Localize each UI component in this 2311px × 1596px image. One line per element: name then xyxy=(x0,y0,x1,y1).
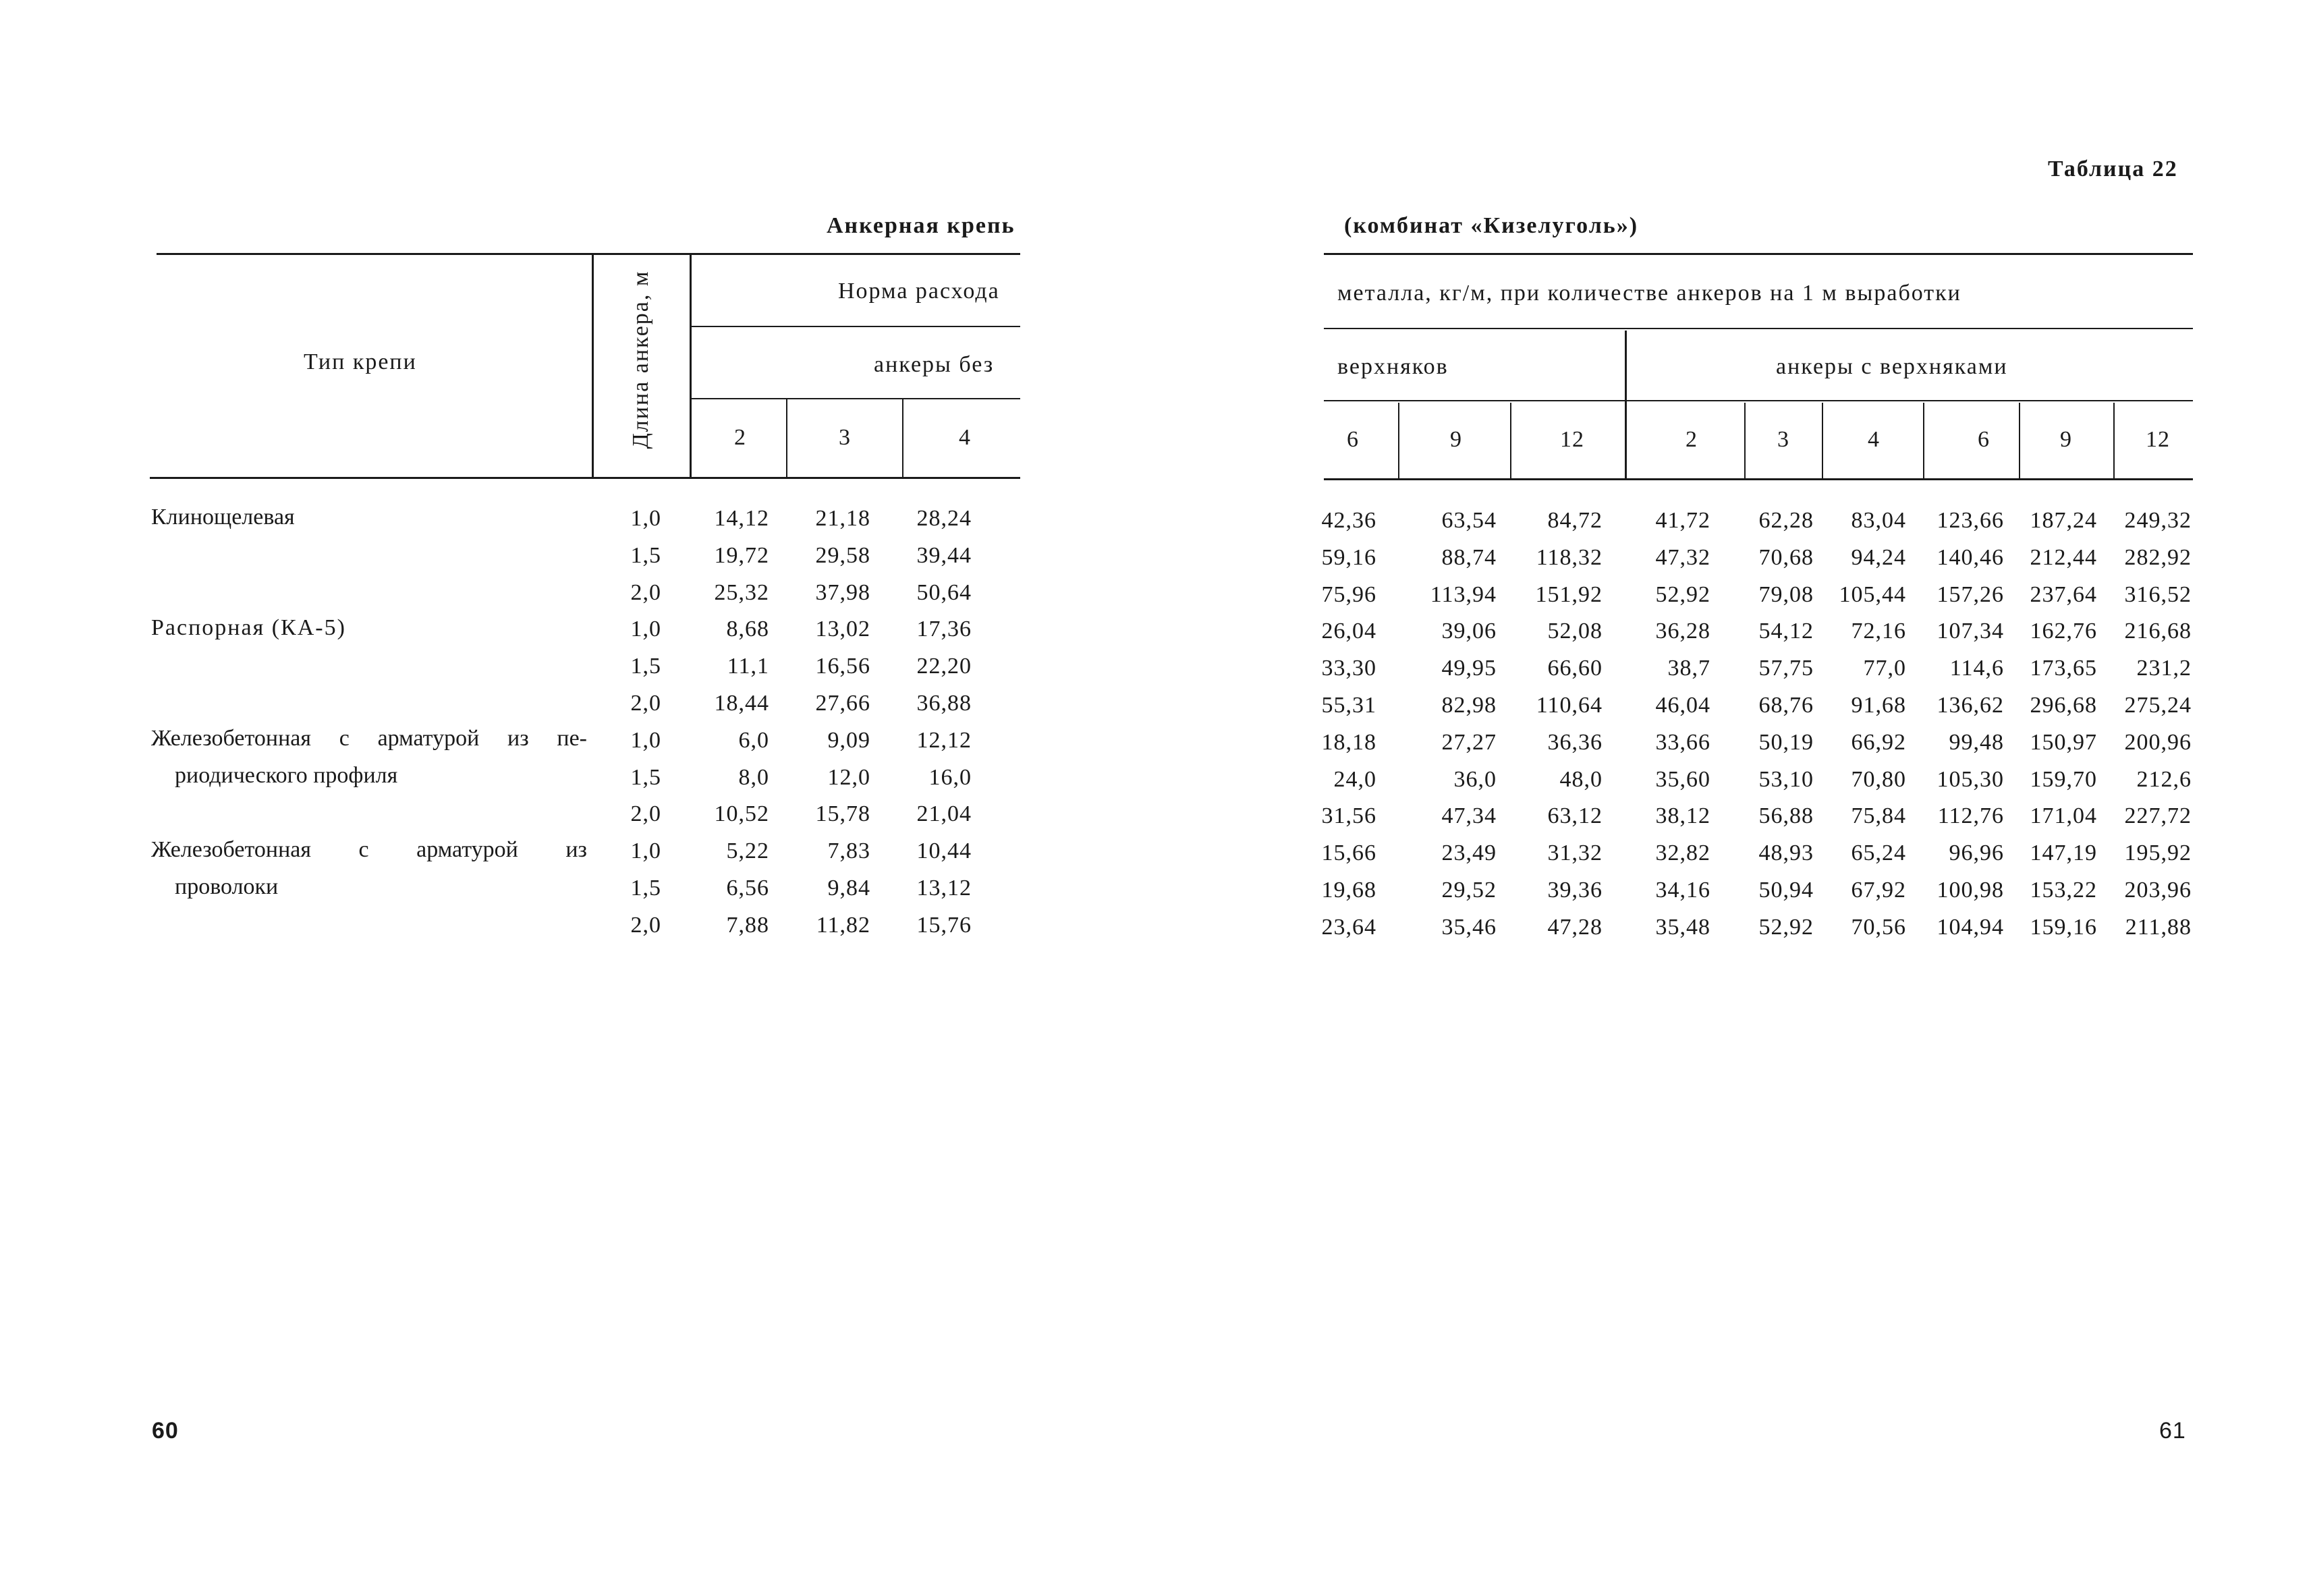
cell-without-3: 13,02 xyxy=(815,617,870,642)
cell-without-12: 47,28 xyxy=(1547,914,1603,940)
cell-with-2: 46,04 xyxy=(1655,693,1710,718)
cell-without-6: 33,30 xyxy=(1321,656,1376,681)
cell-with-9: 212,44 xyxy=(2030,544,2097,570)
type-label-klinoshchelevaya: Клинощелевая xyxy=(151,505,295,530)
cell-without-4: 28,24 xyxy=(916,506,972,531)
cell-without-9: 23,49 xyxy=(1441,840,1497,866)
cell-with-6: 107,34 xyxy=(1937,619,2004,644)
cell-without-3: 9,09 xyxy=(827,727,870,753)
left-vline-c1 xyxy=(786,399,787,477)
cell-with-2: 38,7 xyxy=(1667,656,1710,681)
cell-with-3: 56,88 xyxy=(1758,803,1814,829)
cell-with-4: 75,84 xyxy=(1851,803,1906,829)
cell-with-2: 34,16 xyxy=(1655,878,1710,903)
cell-without-6: 23,64 xyxy=(1321,914,1376,940)
page-number-left: 60 xyxy=(152,1418,179,1444)
cell-with-4: 70,56 xyxy=(1851,914,1906,940)
cell-without-9: 113,94 xyxy=(1430,581,1497,607)
cell-with-4: 91,68 xyxy=(1851,693,1906,718)
left-header-bottom-rule xyxy=(150,477,1020,479)
cell-with-9: 147,19 xyxy=(2030,840,2097,866)
cell-with-4: 66,92 xyxy=(1851,729,1906,755)
cell-without-3: 21,18 xyxy=(815,506,870,531)
header-count-with-4: 4 xyxy=(1868,427,1880,452)
cell-without-3: 15,78 xyxy=(815,801,870,827)
cell-with-12: 316,52 xyxy=(2124,581,2192,607)
cell-without-6: 24,0 xyxy=(1333,766,1376,792)
cell-without-3: 9,84 xyxy=(827,876,870,901)
cell-with-12: 212,6 xyxy=(2136,766,2192,792)
cell-without-6: 19,68 xyxy=(1321,878,1376,903)
type-label-zhb-profile-line1: Железобетонная с арматурой из пе- xyxy=(151,726,587,751)
cell-without-4: 16,0 xyxy=(928,764,972,790)
type-label-zhb-profile-line2: риодического профиля xyxy=(175,763,398,788)
cell-without-4: 15,76 xyxy=(916,912,972,938)
cell-with-6: 105,30 xyxy=(1937,766,2004,792)
right-vline-c6 xyxy=(1398,403,1399,478)
cell-without-12: 52,08 xyxy=(1547,619,1603,644)
cell-length: 2,0 xyxy=(630,801,661,827)
cell-with-6: 140,46 xyxy=(1937,544,2004,570)
cell-without-12: 110,64 xyxy=(1536,693,1603,718)
left-norm-rule xyxy=(692,326,1020,327)
right-top-rule xyxy=(1324,253,2193,255)
cell-without-6: 31,56 xyxy=(1321,803,1376,829)
cell-without-4: 36,88 xyxy=(916,691,972,716)
cell-with-2: 38,12 xyxy=(1655,803,1710,829)
cell-without-4: 21,04 xyxy=(916,801,972,827)
right-vline-c9 xyxy=(1510,403,1511,478)
cell-length: 2,0 xyxy=(630,912,661,938)
cell-without-2: 5,22 xyxy=(726,838,769,864)
cell-without-4: 50,64 xyxy=(916,579,972,605)
cell-with-3: 68,76 xyxy=(1758,693,1814,718)
cell-without-9: 63,54 xyxy=(1441,508,1497,533)
header-count-with-6: 6 xyxy=(1978,427,1990,452)
cell-with-12: 195,92 xyxy=(2124,840,2192,866)
cell-with-6: 114,6 xyxy=(1949,656,2004,681)
header-count-with-3: 3 xyxy=(1777,427,1789,452)
cell-with-9: 237,64 xyxy=(2030,581,2097,607)
header-count-without-6: 6 xyxy=(1347,427,1359,452)
cell-with-6: 112,76 xyxy=(1937,803,2004,829)
cell-with-2: 36,28 xyxy=(1655,619,1710,644)
cell-with-2: 32,82 xyxy=(1655,840,1710,866)
cell-length: 1,5 xyxy=(630,542,661,568)
cell-length: 1,5 xyxy=(630,654,661,679)
cell-without-3: 29,58 xyxy=(815,542,870,568)
cell-with-4: 65,24 xyxy=(1851,840,1906,866)
cell-without-6: 26,04 xyxy=(1321,619,1376,644)
header-norm-left: Норма расхода xyxy=(838,279,1000,304)
cell-without-9: 27,27 xyxy=(1441,729,1497,755)
cell-length: 1,0 xyxy=(630,506,661,531)
cell-with-12: 249,32 xyxy=(2124,508,2192,533)
right-norm-rule xyxy=(1324,328,2193,329)
cell-without-6: 15,66 xyxy=(1321,840,1376,866)
table-label: Таблица 22 xyxy=(2048,156,2178,181)
cell-with-12: 282,92 xyxy=(2124,544,2192,570)
type-label-zhb-wire-line1: Железобетонная с арматурой из xyxy=(151,837,587,862)
cell-without-6: 75,96 xyxy=(1321,581,1376,607)
right-vline-w12 xyxy=(2113,403,2115,478)
cell-with-4: 94,24 xyxy=(1851,544,1906,570)
cell-without-9: 39,06 xyxy=(1441,619,1497,644)
cell-with-9: 173,65 xyxy=(2030,656,2097,681)
right-vline-w3 xyxy=(1744,403,1746,478)
cell-without-6: 42,36 xyxy=(1321,508,1376,533)
cell-with-12: 231,2 xyxy=(2136,656,2192,681)
cell-without-3: 12,0 xyxy=(827,764,870,790)
cell-without-4: 22,20 xyxy=(916,654,972,679)
left-top-rule xyxy=(157,253,1020,255)
table-title-left: Анкерная крепь xyxy=(827,213,1015,238)
cell-without-4: 12,12 xyxy=(916,727,972,753)
cell-with-9: 159,70 xyxy=(2030,766,2097,792)
cell-without-3: 16,56 xyxy=(815,654,870,679)
cell-length: 1,0 xyxy=(630,617,661,642)
cell-without-4: 10,44 xyxy=(916,838,972,864)
cell-with-2: 41,72 xyxy=(1655,508,1710,533)
cell-with-2: 52,92 xyxy=(1655,581,1710,607)
right-group-rule xyxy=(1324,400,2193,401)
cell-with-3: 50,19 xyxy=(1758,729,1814,755)
right-vline-w4 xyxy=(1822,403,1823,478)
cell-without-4: 17,36 xyxy=(916,617,972,642)
cell-with-3: 53,10 xyxy=(1758,766,1814,792)
cell-with-4: 70,80 xyxy=(1851,766,1906,792)
cell-length: 2,0 xyxy=(630,579,661,605)
left-group-rule xyxy=(692,398,1020,399)
cell-without-6: 18,18 xyxy=(1321,729,1376,755)
cell-length: 2,0 xyxy=(630,691,661,716)
cell-without-9: 47,34 xyxy=(1441,803,1497,829)
cell-without-4: 13,12 xyxy=(916,876,972,901)
header-length-col: Длина анкера, м xyxy=(628,270,653,449)
cell-without-9: 82,98 xyxy=(1441,693,1497,718)
cell-length: 1,5 xyxy=(630,876,661,901)
left-vline-length xyxy=(690,255,692,478)
cell-without-9: 36,0 xyxy=(1453,766,1497,792)
cell-without-4: 39,44 xyxy=(916,542,972,568)
cell-without-2: 7,88 xyxy=(726,912,769,938)
cell-with-12: 275,24 xyxy=(2124,693,2192,718)
right-vline-w6 xyxy=(1923,403,1924,478)
header-count-with-2: 2 xyxy=(1686,427,1698,452)
cell-length: 1,0 xyxy=(630,727,661,753)
header-type-col: Тип крепи xyxy=(304,349,417,374)
left-vline-c2 xyxy=(902,399,903,477)
cell-without-2: 8,0 xyxy=(738,764,769,790)
cell-without-12: 151,92 xyxy=(1535,581,1603,607)
cell-with-4: 77,0 xyxy=(1863,656,1906,681)
cell-without-2: 6,56 xyxy=(726,876,769,901)
cell-with-3: 50,94 xyxy=(1758,878,1814,903)
type-label-zhb-wire-line2: проволоки xyxy=(175,874,279,899)
header-count-with-12: 12 xyxy=(2146,427,2170,452)
cell-with-9: 150,97 xyxy=(2030,729,2097,755)
cell-with-2: 35,60 xyxy=(1655,766,1710,792)
cell-without-2: 25,32 xyxy=(714,579,769,605)
cell-without-12: 36,36 xyxy=(1547,729,1603,755)
header-norm-right: металла, кг/м, при количестве анкеров на 1 м выработки xyxy=(1337,281,1961,306)
cell-without-2: 11,1 xyxy=(727,654,769,679)
right-vline-group xyxy=(1625,331,1627,479)
header-count-without-9: 9 xyxy=(1450,427,1462,452)
cell-with-6: 157,26 xyxy=(1937,581,2004,607)
cell-with-9: 159,16 xyxy=(2030,914,2097,940)
cell-without-12: 31,32 xyxy=(1547,840,1603,866)
cell-without-9: 35,46 xyxy=(1441,914,1497,940)
cell-with-4: 83,04 xyxy=(1851,508,1906,533)
cell-with-2: 33,66 xyxy=(1655,729,1710,755)
header-group-with: анкеры с верхняками xyxy=(1776,354,2008,379)
cell-without-12: 63,12 xyxy=(1547,803,1603,829)
cell-with-12: 227,72 xyxy=(2124,803,2192,829)
cell-with-12: 200,96 xyxy=(2124,729,2192,755)
header-count-without-2: 2 xyxy=(734,425,746,450)
cell-without-12: 118,32 xyxy=(1536,544,1603,570)
cell-without-2: 14,12 xyxy=(714,506,769,531)
header-count-without-3: 3 xyxy=(839,425,851,450)
cell-with-3: 70,68 xyxy=(1758,544,1814,570)
cell-with-3: 54,12 xyxy=(1758,619,1814,644)
type-label-raspornaya: Распорная (КА-5) xyxy=(151,615,346,640)
cell-without-3: 27,66 xyxy=(815,691,870,716)
cell-with-2: 35,48 xyxy=(1655,914,1710,940)
page-number-right: 61 xyxy=(2159,1418,2186,1444)
cell-without-9: 49,95 xyxy=(1441,656,1497,681)
cell-without-12: 84,72 xyxy=(1547,508,1603,533)
cell-without-3: 11,82 xyxy=(816,912,870,938)
cell-length: 1,0 xyxy=(630,838,661,864)
header-group-without-left: анкеры без xyxy=(874,352,995,377)
header-count-without-12: 12 xyxy=(1560,427,1584,452)
cell-without-2: 18,44 xyxy=(714,691,769,716)
cell-with-3: 62,28 xyxy=(1758,508,1814,533)
cell-with-6: 123,66 xyxy=(1937,508,2004,533)
cell-with-12: 216,68 xyxy=(2124,619,2192,644)
cell-without-6: 55,31 xyxy=(1321,693,1376,718)
cell-with-4: 72,16 xyxy=(1851,619,1906,644)
cell-with-9: 153,22 xyxy=(2030,878,2097,903)
cell-with-9: 171,04 xyxy=(2030,803,2097,829)
cell-with-4: 67,92 xyxy=(1851,878,1906,903)
cell-with-6: 104,94 xyxy=(1937,914,2004,940)
cell-with-3: 48,93 xyxy=(1758,840,1814,866)
cell-without-9: 88,74 xyxy=(1441,544,1497,570)
cell-with-6: 99,48 xyxy=(1949,729,2004,755)
cell-without-12: 66,60 xyxy=(1547,656,1603,681)
header-group-without-right: верхняков xyxy=(1337,354,1449,379)
cell-length: 1,5 xyxy=(630,764,661,790)
right-header-bottom-rule xyxy=(1324,478,2193,480)
right-vline-w9 xyxy=(2019,403,2020,478)
cell-without-6: 59,16 xyxy=(1321,544,1376,570)
cell-without-12: 48,0 xyxy=(1559,766,1603,792)
cell-without-12: 39,36 xyxy=(1547,878,1603,903)
header-count-without-4: 4 xyxy=(959,425,971,450)
cell-with-6: 96,96 xyxy=(1949,840,2004,866)
cell-with-12: 203,96 xyxy=(2124,878,2192,903)
table-title-right: (комбинат «Кизелуголь») xyxy=(1344,213,1639,238)
cell-with-3: 52,92 xyxy=(1758,914,1814,940)
cell-without-3: 37,98 xyxy=(815,579,870,605)
cell-with-2: 47,32 xyxy=(1655,544,1710,570)
cell-with-9: 162,76 xyxy=(2030,619,2097,644)
cell-without-2: 19,72 xyxy=(714,542,769,568)
header-count-with-9: 9 xyxy=(2060,427,2072,452)
cell-without-3: 7,83 xyxy=(827,838,870,864)
cell-with-4: 105,44 xyxy=(1839,581,1906,607)
cell-with-6: 100,98 xyxy=(1937,878,2004,903)
cell-without-2: 10,52 xyxy=(714,801,769,827)
left-vline-type xyxy=(592,255,594,478)
cell-with-3: 79,08 xyxy=(1758,581,1814,607)
cell-without-9: 29,52 xyxy=(1441,878,1497,903)
cell-with-9: 187,24 xyxy=(2030,508,2097,533)
cell-with-6: 136,62 xyxy=(1937,693,2004,718)
cell-without-2: 8,68 xyxy=(726,617,769,642)
cell-with-12: 211,88 xyxy=(2125,914,2192,940)
cell-with-9: 296,68 xyxy=(2030,693,2097,718)
cell-without-2: 6,0 xyxy=(738,727,769,753)
cell-with-3: 57,75 xyxy=(1758,656,1814,681)
